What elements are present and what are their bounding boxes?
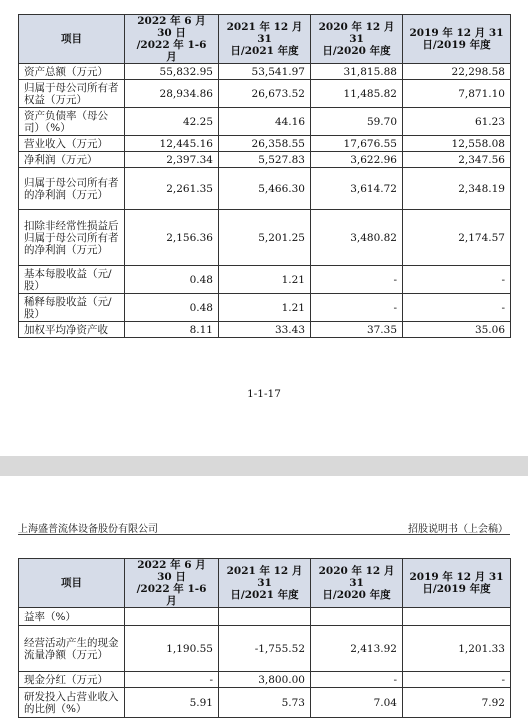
col-header-2022h1 xyxy=(125,559,219,608)
col-header-text: 2021 年 12 月 31 xyxy=(226,565,303,589)
cell-value: 5,201.25 xyxy=(219,210,311,266)
cell-value xyxy=(219,608,311,626)
document-title: 招股说明书（上会稿） xyxy=(408,524,508,535)
col-header-2022h1 xyxy=(125,15,219,64)
col-header-text: 2019 年 12 月 31 xyxy=(409,571,504,583)
cell-value: 7,871.10 xyxy=(403,80,511,108)
table-row xyxy=(19,64,511,80)
row-label: 加权平均净资产收 xyxy=(19,322,125,338)
cell-value: 22,298.58 xyxy=(403,64,511,80)
row-label: 基本每股收益（元/股） xyxy=(19,266,125,294)
cell-value: 2,397.34 xyxy=(125,152,219,168)
cell-value: 7.92 xyxy=(403,688,511,718)
cell-value: - xyxy=(403,266,511,294)
cell-value: 17,676.55 xyxy=(311,136,403,152)
row-label: 净利润（万元） xyxy=(19,152,125,168)
cell-value: 26,673.52 xyxy=(219,80,311,108)
financial-indicators-table-continued xyxy=(18,558,511,718)
cell-value: 0.48 xyxy=(125,294,219,322)
row-label: 归属于母公司所有者的净利润（万元） xyxy=(19,168,125,210)
cell-value: 59.70 xyxy=(311,108,403,136)
cell-value: - xyxy=(125,672,219,688)
col-header-text: /2022 年 1-6 月 xyxy=(136,583,207,607)
col-header-2019 xyxy=(403,15,511,64)
company-name: 上海盛普流体设备股份有限公司 xyxy=(18,524,158,535)
cell-value: 2,347.56 xyxy=(403,152,511,168)
col-header-text: 2022 年 6 月 30 日 xyxy=(137,559,206,583)
col-header-text: 2020 年 12 月 31 xyxy=(318,565,395,589)
cell-value: 0.48 xyxy=(125,266,219,294)
col-header-text: 2021 年 12 月 31 xyxy=(226,21,303,45)
table-row xyxy=(19,672,511,688)
cell-value: - xyxy=(403,294,511,322)
cell-value: 1.21 xyxy=(219,266,311,294)
cell-value: 3,622.96 xyxy=(311,152,403,168)
col-header-text: 2022 年 6 月 30 日 xyxy=(137,15,206,39)
cell-value: 3,480.82 xyxy=(311,210,403,266)
cell-value: - xyxy=(311,672,403,688)
page-number: 1-1-17 xyxy=(247,388,281,400)
row-label: 经营活动产生的现金流量净额（万元） xyxy=(19,626,125,672)
cell-value: 3,800.00 xyxy=(219,672,311,688)
table-row xyxy=(19,688,511,718)
cell-value: 11,485.82 xyxy=(311,80,403,108)
cell-value: 1.21 xyxy=(219,294,311,322)
col-header-2020 xyxy=(311,559,403,608)
cell-value: 1,201.33 xyxy=(403,626,511,672)
cell-value: 2,348.19 xyxy=(403,168,511,210)
table-row xyxy=(19,294,511,322)
col-header-text: 日/2019 年度 xyxy=(422,583,491,595)
row-label: 归属于母公司所有者权益（万元） xyxy=(19,80,125,108)
cell-value: 12,558.08 xyxy=(403,136,511,152)
cell-value: 37.35 xyxy=(311,322,403,338)
cell-value: 33.43 xyxy=(219,322,311,338)
col-header-text: 日/2020 年度 xyxy=(322,45,391,57)
cell-value: 5,466.30 xyxy=(219,168,311,210)
cell-value: 5,527.83 xyxy=(219,152,311,168)
cell-value: 44.16 xyxy=(219,108,311,136)
header-rule xyxy=(18,534,510,535)
cell-value: 7.04 xyxy=(311,688,403,718)
row-label: 现金分红（万元） xyxy=(19,672,125,688)
row-label: 稀释每股收益（元/股） xyxy=(19,294,125,322)
table-row xyxy=(19,210,511,266)
col-header-item xyxy=(19,559,125,608)
document-page-2 xyxy=(0,476,528,724)
col-header-2019 xyxy=(403,559,511,608)
cell-value: 2,156.36 xyxy=(125,210,219,266)
table-row xyxy=(19,168,511,210)
row-label: 扣除非经常性损益后归属于母公司所有者的净利润（万元） xyxy=(19,210,125,266)
cell-value: 42.25 xyxy=(125,108,219,136)
table-row xyxy=(19,626,511,672)
cell-value: -1,755.52 xyxy=(219,626,311,672)
table-row xyxy=(19,136,511,152)
cell-value: - xyxy=(403,672,511,688)
table-header-row xyxy=(19,15,511,64)
row-label: 营业收入（万元） xyxy=(19,136,125,152)
cell-value: 31,815.88 xyxy=(311,64,403,80)
cell-value: 5.91 xyxy=(125,688,219,718)
cell-value: 2,413.92 xyxy=(311,626,403,672)
col-header-text: 日/2021 年度 xyxy=(230,45,299,57)
table-row xyxy=(19,608,511,626)
cell-value: 2,174.57 xyxy=(403,210,511,266)
col-header-2021 xyxy=(219,559,311,608)
row-label: 资产总额（万元） xyxy=(19,64,125,80)
table-row xyxy=(19,80,511,108)
col-header-item xyxy=(19,15,125,64)
col-header-2020 xyxy=(311,15,403,64)
cell-value: 2,261.35 xyxy=(125,168,219,210)
col-header-text: 日/2021 年度 xyxy=(230,589,299,601)
cell-value: 35.06 xyxy=(403,322,511,338)
cell-value xyxy=(311,608,403,626)
col-header-text: 日/2020 年度 xyxy=(322,589,391,601)
col-header-text: 2019 年 12 月 31 xyxy=(409,27,504,39)
cell-value: 5.73 xyxy=(219,688,311,718)
col-header-2021 xyxy=(219,15,311,64)
financial-indicators-table xyxy=(18,14,511,338)
cell-value: 26,358.55 xyxy=(219,136,311,152)
cell-value: 53,541.97 xyxy=(219,64,311,80)
cell-value: 1,190.55 xyxy=(125,626,219,672)
col-header-text: /2022 年 1-6 月 xyxy=(136,39,207,63)
cell-value xyxy=(403,608,511,626)
cell-value: 55,832.95 xyxy=(125,64,219,80)
cell-value: - xyxy=(311,266,403,294)
cell-value xyxy=(125,608,219,626)
table-row xyxy=(19,108,511,136)
row-label: 资产负债率（母公司）（%） xyxy=(19,108,125,136)
col-header-text: 项目 xyxy=(61,33,82,45)
cell-value: 12,445.16 xyxy=(125,136,219,152)
col-header-text: 日/2019 年度 xyxy=(422,39,491,51)
cell-value: 3,614.72 xyxy=(311,168,403,210)
table-row xyxy=(19,266,511,294)
table-row xyxy=(19,152,511,168)
row-label: 益率（%） xyxy=(19,608,125,626)
col-header-text: 项目 xyxy=(61,577,82,589)
cell-value: - xyxy=(311,294,403,322)
row-label: 研发投入占营业收入的比例（%） xyxy=(19,688,125,718)
col-header-text: 2020 年 12 月 31 xyxy=(318,21,395,45)
cell-value: 8.11 xyxy=(125,322,219,338)
cell-value: 28,934.86 xyxy=(125,80,219,108)
table-header-row xyxy=(19,559,511,608)
page-gap xyxy=(0,456,528,476)
cell-value: 61.23 xyxy=(403,108,511,136)
table-row xyxy=(19,322,511,338)
